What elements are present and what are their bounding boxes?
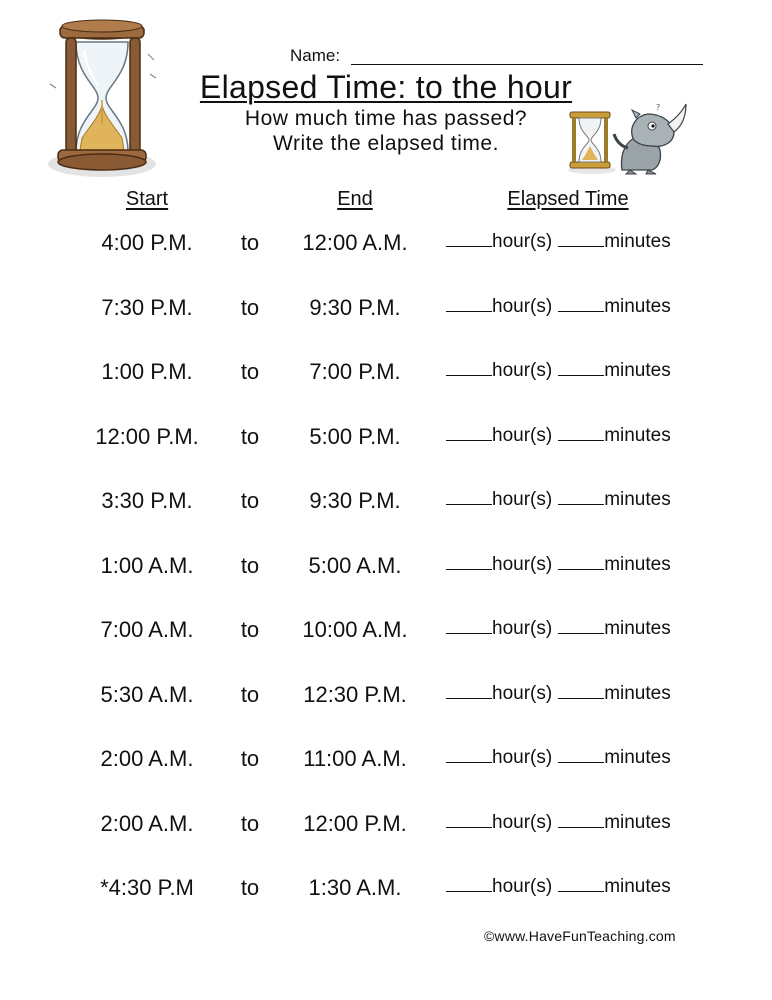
problem-row: [0, 291, 772, 331]
end-time: 12:00 A.M.: [302, 230, 408, 255]
to-separator: to: [240, 230, 260, 255]
start-time: 3:30 P.M.: [101, 488, 193, 513]
hours-blank[interactable]: [446, 484, 492, 505]
minutes-label: minutes: [604, 424, 671, 446]
minutes-blank[interactable]: [558, 678, 604, 699]
to-separator: to: [240, 617, 260, 642]
elapsed-answer: [446, 613, 671, 647]
elapsed-answer: [446, 871, 671, 905]
end-time: 5:00 P.M.: [309, 423, 401, 449]
hours-label: hour(s): [492, 876, 553, 897]
column-header-start: Start: [125, 188, 169, 210]
problem-row: [0, 678, 772, 718]
column-header-elapsed: Elapsed Time: [507, 188, 629, 210]
svg-text:?: ?: [656, 103, 661, 112]
to-separator: to: [240, 488, 260, 513]
minutes-blank[interactable]: [558, 420, 604, 441]
minutes-label: minutes: [604, 811, 671, 833]
minutes-blank[interactable]: [558, 742, 604, 763]
to-separator: to: [240, 359, 260, 384]
hours-label: hour(s): [492, 424, 553, 446]
minutes-label: minutes: [604, 231, 671, 252]
hours-label: hour(s): [492, 295, 553, 317]
problem-row: [0, 613, 772, 653]
start-time: 12:00 P.M.: [95, 423, 199, 449]
minutes-label: minutes: [604, 747, 671, 768]
hours-blank[interactable]: [446, 807, 492, 828]
start-time: *4:30 P.M: [100, 875, 194, 900]
end-time: 11:00 A.M.: [303, 746, 407, 771]
hours-label: hour(s): [492, 489, 553, 510]
name-blank-line: [351, 64, 703, 65]
minutes-blank[interactable]: [558, 807, 604, 828]
minutes-blank[interactable]: [558, 484, 604, 505]
minutes-label: minutes: [604, 295, 671, 317]
start-time: 2:00 A.M.: [100, 810, 194, 836]
hours-label: hour(s): [492, 360, 553, 381]
end-time: 12:30 P.M.: [303, 681, 407, 707]
end-time: 5:00 A.M.: [308, 552, 402, 578]
problem-row: [0, 742, 772, 782]
hours-blank[interactable]: [446, 742, 492, 763]
end-time: 7:00 P.M.: [309, 359, 401, 384]
name-label: Name:: [290, 46, 341, 65]
hours-label: hour(s): [492, 231, 553, 252]
hours-blank[interactable]: [446, 871, 492, 892]
hours-label: hour(s): [492, 682, 553, 704]
elapsed-answer: [446, 484, 671, 518]
elapsed-answer: [446, 420, 671, 454]
instruction-line-2: Write the elapsed time.: [273, 132, 499, 155]
start-time: 4:00 P.M.: [101, 230, 193, 255]
minutes-label: minutes: [604, 618, 671, 639]
to-separator: to: [240, 294, 260, 320]
end-time: 9:30 P.M.: [309, 294, 401, 320]
column-header-end: End: [337, 188, 373, 210]
problem-row: [0, 807, 772, 847]
to-separator: to: [240, 746, 260, 771]
problem-row: [0, 355, 772, 395]
end-time: 12:00 P.M.: [303, 810, 407, 836]
hours-blank[interactable]: [446, 678, 492, 699]
hours-blank[interactable]: [446, 355, 492, 376]
start-time: 7:00 A.M.: [100, 617, 194, 642]
name-field[interactable]: [290, 46, 710, 70]
problem-row: [0, 420, 772, 460]
minutes-label: minutes: [604, 682, 671, 704]
elapsed-answer: [446, 549, 671, 583]
start-time: 1:00 P.M.: [101, 359, 193, 384]
minutes-label: minutes: [604, 360, 671, 381]
minutes-blank[interactable]: [558, 613, 604, 634]
minutes-blank[interactable]: [558, 871, 604, 892]
worksheet-title: Elapsed Time: to the hour: [199, 69, 573, 105]
problem-row: [0, 549, 772, 589]
start-time: 7:30 P.M.: [101, 294, 193, 320]
hours-label: hour(s): [492, 747, 553, 768]
hours-label: hour(s): [492, 618, 553, 639]
elapsed-answer: [446, 226, 671, 260]
elapsed-answer: [446, 291, 671, 325]
copyright-footer: ©www.HaveFunTeaching.com: [484, 928, 676, 944]
instruction-line-1: How much time has passed?: [244, 107, 528, 130]
elapsed-answer: [446, 355, 671, 389]
minutes-label: minutes: [604, 489, 671, 510]
minutes-label: minutes: [604, 553, 671, 575]
elapsed-answer: [446, 807, 671, 841]
minutes-label: minutes: [604, 876, 671, 897]
hours-blank[interactable]: [446, 613, 492, 634]
problem-row: [0, 871, 772, 911]
hours-label: hour(s): [492, 811, 553, 833]
hours-blank[interactable]: [446, 226, 492, 247]
elapsed-answer: [446, 742, 671, 776]
hours-blank[interactable]: [446, 420, 492, 441]
to-separator: to: [240, 810, 260, 836]
elapsed-answer: [446, 678, 671, 712]
end-time: 1:30 A.M.: [308, 875, 402, 900]
minutes-blank[interactable]: [558, 355, 604, 376]
start-time: 2:00 A.M.: [100, 746, 194, 771]
hours-label: hour(s): [492, 553, 553, 575]
hours-blank[interactable]: [446, 291, 492, 312]
minutes-blank[interactable]: [558, 291, 604, 312]
to-separator: to: [240, 552, 260, 578]
start-time: 5:30 A.M.: [100, 681, 194, 707]
end-time: 9:30 P.M.: [309, 488, 401, 513]
to-separator: to: [240, 423, 260, 449]
hours-blank[interactable]: [446, 549, 492, 570]
start-time: 1:00 A.M.: [100, 552, 194, 578]
to-separator: to: [240, 681, 260, 707]
end-time: 10:00 A.M.: [302, 617, 408, 642]
to-separator: to: [240, 875, 260, 900]
problem-row: [0, 484, 772, 524]
minutes-blank[interactable]: [558, 549, 604, 570]
problem-row: [0, 226, 772, 266]
minutes-blank[interactable]: [558, 226, 604, 247]
